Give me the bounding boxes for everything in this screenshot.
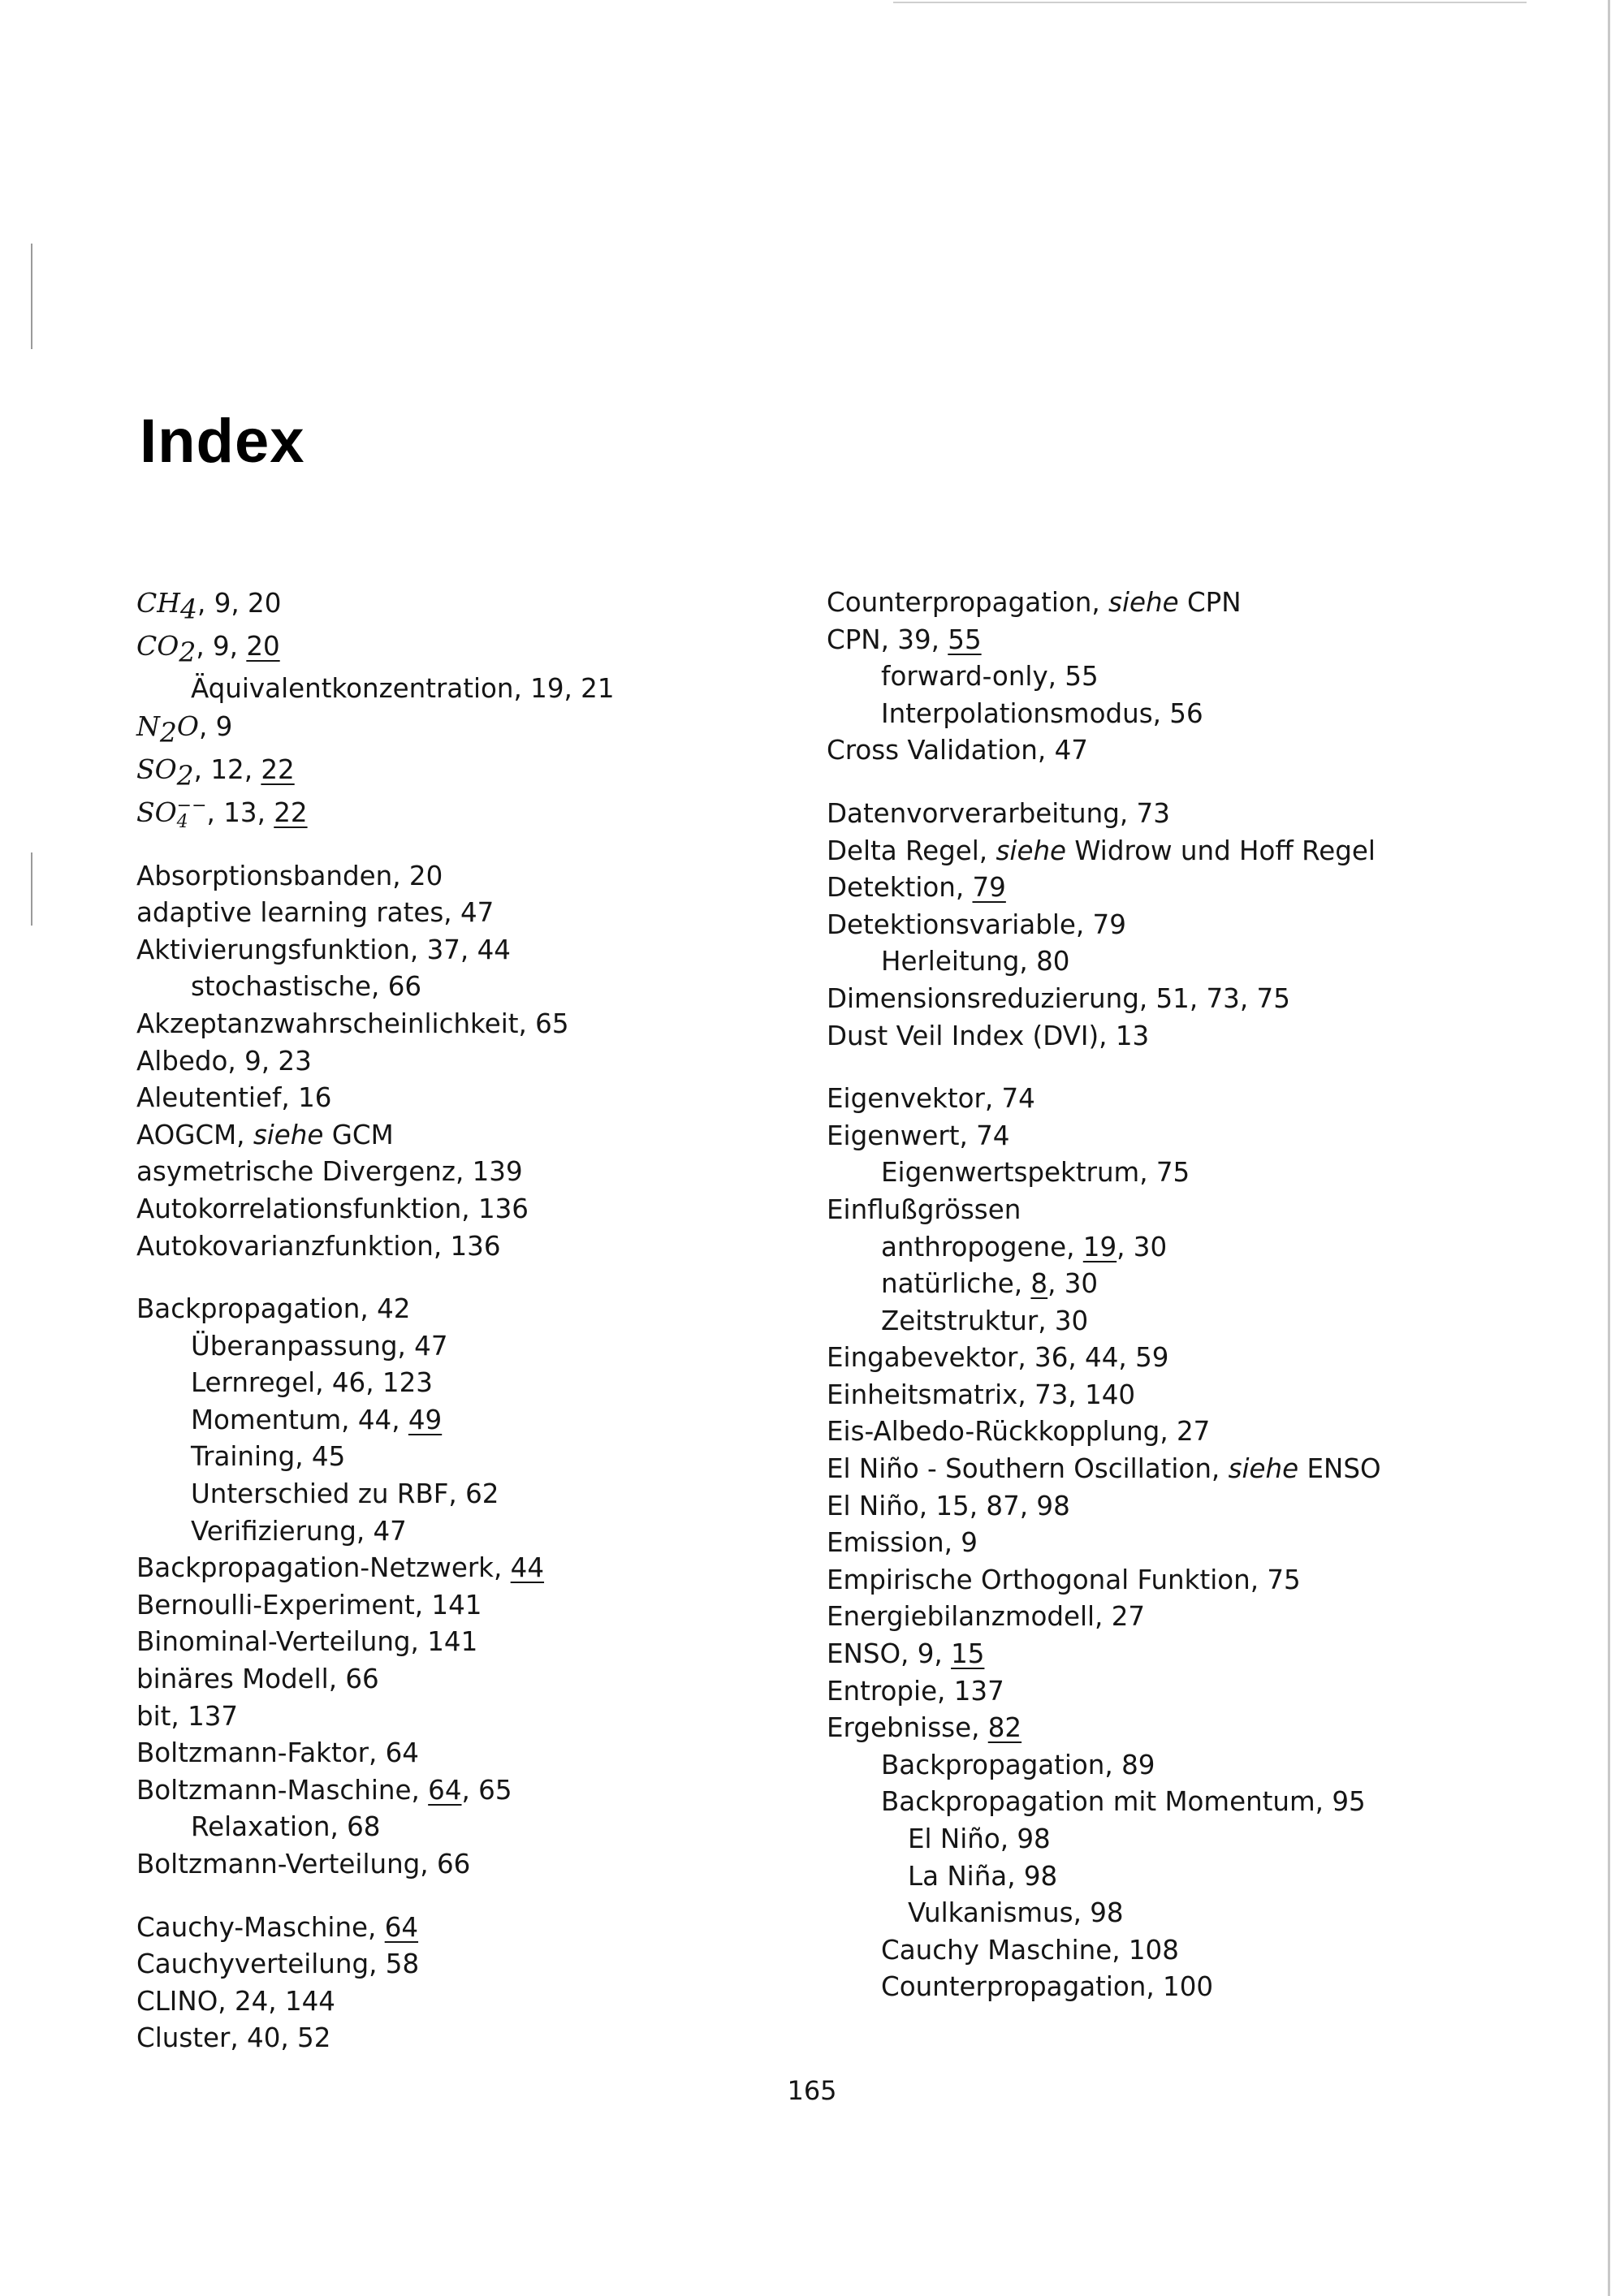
- index-entry: Boltzmann-Faktor, 64: [136, 1737, 419, 1769]
- scan-edge-left-lower: [31, 852, 32, 926]
- index-group-formulas: [136, 585, 802, 832]
- page-number: 165: [787, 2075, 837, 2106]
- index-group-d: [827, 796, 1541, 1055]
- index-entry: Boltzmann-Verteilung, 66: [136, 1849, 471, 1880]
- index-entry: Autokovarianzfunktion, 136: [136, 1230, 501, 1262]
- index-entry: Bernoulli-Experiment, 141: [136, 1589, 482, 1621]
- index-subentry: Counterpropagation, 100: [881, 1971, 1214, 2003]
- index-subsubentry: Vulkanismus, 98: [908, 1897, 1124, 1929]
- index-subentry: Herleitung, 80: [881, 946, 1070, 978]
- index-entry: asymetrische Divergenz, 139: [136, 1156, 523, 1188]
- index-group-e: [827, 1081, 1541, 2006]
- index-group-c-cont: [827, 585, 1541, 770]
- index-subentry: Relaxation, 68: [191, 1811, 381, 1843]
- index-entry: El Niño - Southern Oscillation, siehe ENSO: [827, 1453, 1381, 1485]
- index-entry: Dimensionsreduzierung, 51, 73, 75: [827, 982, 1290, 1014]
- index-entry: Eigenwert, 74: [827, 1120, 1010, 1151]
- index-entry: Akzeptanzwahrscheinlichkeit, 65: [136, 1008, 569, 1039]
- index-column-right: [827, 585, 1541, 2032]
- index-entry: Delta Regel, siehe Widrow und Hoff Regel: [827, 835, 1376, 866]
- index-group-c: [136, 1910, 802, 2057]
- index-entry: ENSO, 9, 15: [827, 1638, 985, 1670]
- index-entry: El Niño, 15, 87, 98: [827, 1490, 1070, 1521]
- index-subentry: Cauchy Maschine, 108: [881, 1934, 1179, 1966]
- index-entry: Einflußgrössen: [827, 1193, 1021, 1225]
- index-subentry: Backpropagation mit Momentum, 95: [881, 1786, 1366, 1818]
- index-entry: bit, 137: [136, 1700, 239, 1732]
- index-subentry: Eigenwertspektrum, 75: [881, 1157, 1190, 1189]
- index-entry: Dust Veil Index (DVI), 13: [827, 1020, 1150, 1051]
- index-entry-n2o: $N_2O$, 9: [136, 710, 233, 749]
- index-entry: adaptive learning rates, 47: [136, 897, 495, 929]
- index-subsubentry: La Niña, 98: [908, 1860, 1058, 1892]
- index-subentry: Lernregel, 46, 123: [191, 1367, 433, 1399]
- index-subentry: Backpropagation, 89: [881, 1749, 1155, 1780]
- index-subentry: anthropogene, 19, 30: [881, 1231, 1168, 1262]
- index-entry: CPN, 39, 55: [827, 624, 982, 655]
- index-group-a: [136, 858, 802, 1266]
- index-entry: Detektionsvariable, 79: [827, 908, 1126, 940]
- index-entry: Entropie, 137: [827, 1675, 1004, 1707]
- index-entry: Backpropagation-Netzwerk, 44: [136, 1552, 545, 1584]
- index-entry: Cross Validation, 47: [827, 735, 1088, 766]
- index-entry: Datenvorverarbeitung, 73: [827, 797, 1170, 829]
- index-subentry: stochastische, 66: [191, 971, 422, 1003]
- index-subentry-aequivalentkonzentration: Äquivalentkonzentration, 19, 21: [191, 673, 615, 705]
- index-entry: CLINO, 24, 144: [136, 1985, 335, 2017]
- index-subentry: natürliche, 8, 30: [881, 1268, 1099, 1300]
- index-entry: Einheitsmatrix, 73, 140: [827, 1379, 1136, 1410]
- index-entry-backpropagation: Backpropagation, 42: [136, 1293, 411, 1325]
- index-entry: Cauchyverteilung, 58: [136, 1949, 420, 1980]
- index-entry: Empirische Orthogonal Funktion, 75: [827, 1564, 1301, 1595]
- index-subentry: Zeitstruktur, 30: [881, 1305, 1089, 1336]
- index-subentry: Überanpassung, 47: [191, 1330, 448, 1362]
- index-subentry: forward-only, 55: [881, 661, 1099, 693]
- scan-edge-right: [1608, 0, 1610, 2296]
- index-entry: Aleutentief, 16: [136, 1082, 332, 1114]
- index-entry: Eingabevektor, 36, 44, 59: [827, 1342, 1169, 1374]
- page-title: Index: [140, 407, 305, 476]
- index-entry: Autokorrelationsfunktion, 136: [136, 1193, 529, 1224]
- index-entry: Emission, 9: [827, 1527, 978, 1559]
- index-entry: Detektion, 79: [827, 872, 1006, 904]
- index-subentry: Verifizierung, 47: [191, 1515, 407, 1547]
- index-subentry: Training, 45: [191, 1441, 346, 1473]
- index-entry: Binominal-Verteilung, 141: [136, 1626, 478, 1658]
- index-entry: Eis-Albedo-Rückkopplung, 27: [827, 1416, 1211, 1448]
- scan-edge-top: [893, 2, 1527, 3]
- index-entry-co2: $CO_2$, 9, 20: [136, 630, 280, 668]
- index-entry: Ergebnisse, 82: [827, 1712, 1022, 1744]
- index-column-left: [136, 585, 802, 2083]
- index-entry: Cluster, 40, 52: [136, 2022, 331, 2054]
- index-entry: binäres Modell, 66: [136, 1664, 379, 1695]
- index-entry-so4: SO −− 4 , 13, 22: [136, 795, 308, 832]
- index-subentry: Momentum, 44, 49: [191, 1404, 443, 1435]
- index-entry-ch4: $CH_4$, 9, 20: [136, 587, 282, 625]
- index-entry-so2: $SO_2$, 12, 22: [136, 753, 295, 792]
- index-entry-aogcm: AOGCM, siehe GCM: [136, 1119, 394, 1150]
- index-entry: Counterpropagation, siehe CPN: [827, 587, 1242, 618]
- scan-edge-left: [31, 244, 32, 349]
- index-entry: Albedo, 9, 23: [136, 1045, 312, 1077]
- index-subentry: Unterschied zu RBF, 62: [191, 1478, 499, 1510]
- index-entry: Energiebilanzmodell, 27: [827, 1601, 1146, 1633]
- index-entry: Cauchy-Maschine, 64: [136, 1911, 419, 1943]
- index-subentry: Interpolationsmodus, 56: [881, 697, 1203, 729]
- index-entry: Boltzmann-Maschine, 64, 65: [136, 1774, 512, 1806]
- index-group-b: [136, 1291, 802, 1884]
- index-entry: Absorptionsbanden, 20: [136, 860, 443, 891]
- index-entry: Aktivierungsfunktion, 37, 44: [136, 934, 511, 965]
- index-entry: Eigenvektor, 74: [827, 1083, 1035, 1115]
- index-subsubentry: El Niño, 98: [908, 1823, 1051, 1854]
